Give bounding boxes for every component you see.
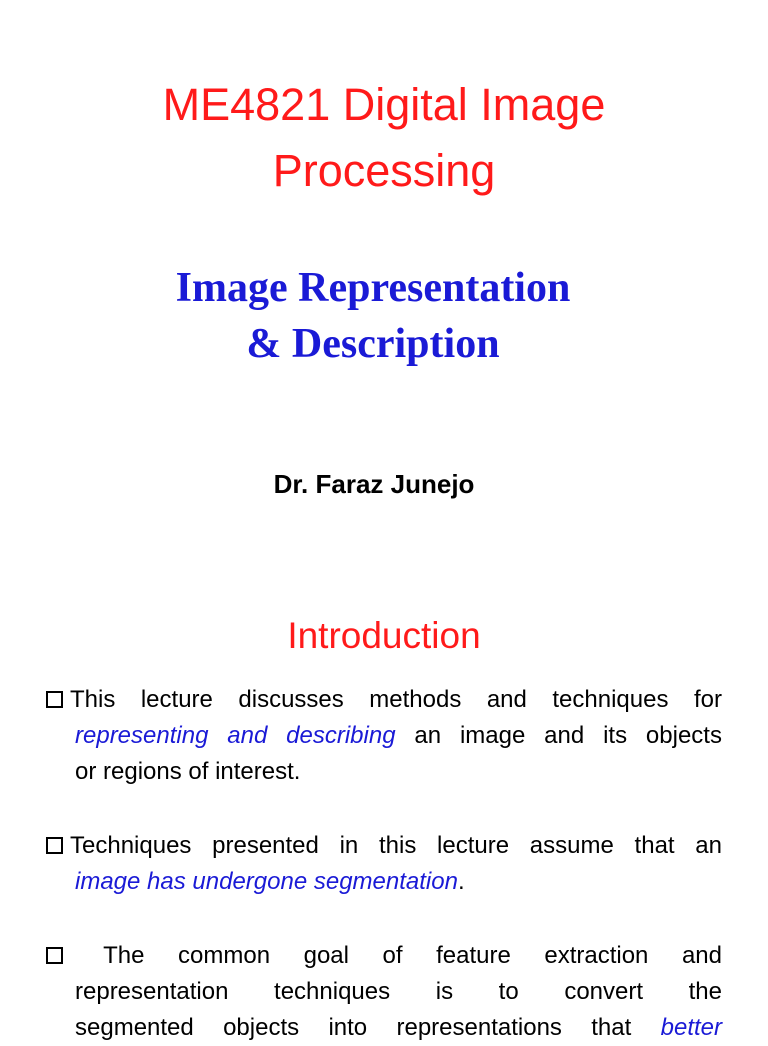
course-title-line-1: ME4821 Digital Image (162, 79, 606, 130)
bullet-paragraph-2 (46, 828, 722, 900)
bullet-2-text-1: Techniques presented in this lecture assume that an (70, 832, 722, 859)
bullet-2-line-2 (46, 864, 722, 900)
lecture-subtitle (0, 260, 746, 372)
bullet-2-line-1 (46, 828, 722, 864)
bullet-1-line-3: or regions of interest. (75, 758, 301, 785)
bullet-3-text-3: segmented objects into representations that (75, 1014, 661, 1041)
bullet-3-line-3 (46, 1010, 722, 1046)
bullet-1-line-2 (46, 718, 722, 754)
bullet-1-highlight: representing and describing (75, 722, 396, 749)
bullet-2-text-2: . (457, 868, 465, 895)
course-title (0, 72, 768, 204)
checkbox-icon (46, 947, 63, 964)
lecture-subtitle-line-1: Image Representation (175, 265, 571, 311)
bullet-3-text-1: The common goal of feature extraction and (70, 942, 722, 969)
course-title-line-2: Processing (272, 145, 496, 196)
checkbox-icon (46, 691, 63, 708)
bullet-1-text-1: This lecture discusses methods and techniques for (70, 686, 722, 713)
bullet-3-highlight: better (660, 1014, 722, 1041)
bullet-1-text-2: an image and its objects (395, 722, 722, 749)
bullet-paragraph-3 (46, 938, 722, 1046)
section-title: Introduction (287, 615, 481, 656)
bullet-3-line-2: representation techniques is to convert the (75, 978, 722, 1005)
bullet-paragraph-1 (46, 682, 722, 790)
bullet-1-line-1 (46, 682, 722, 718)
bullet-3-line-1 (46, 938, 722, 974)
lecture-subtitle-line-2: & Description (246, 321, 500, 367)
bullet-2-highlight: image has undergone segmentation (75, 868, 458, 895)
checkbox-icon (46, 837, 63, 854)
author-name: Dr. Faraz Junejo (273, 469, 475, 499)
